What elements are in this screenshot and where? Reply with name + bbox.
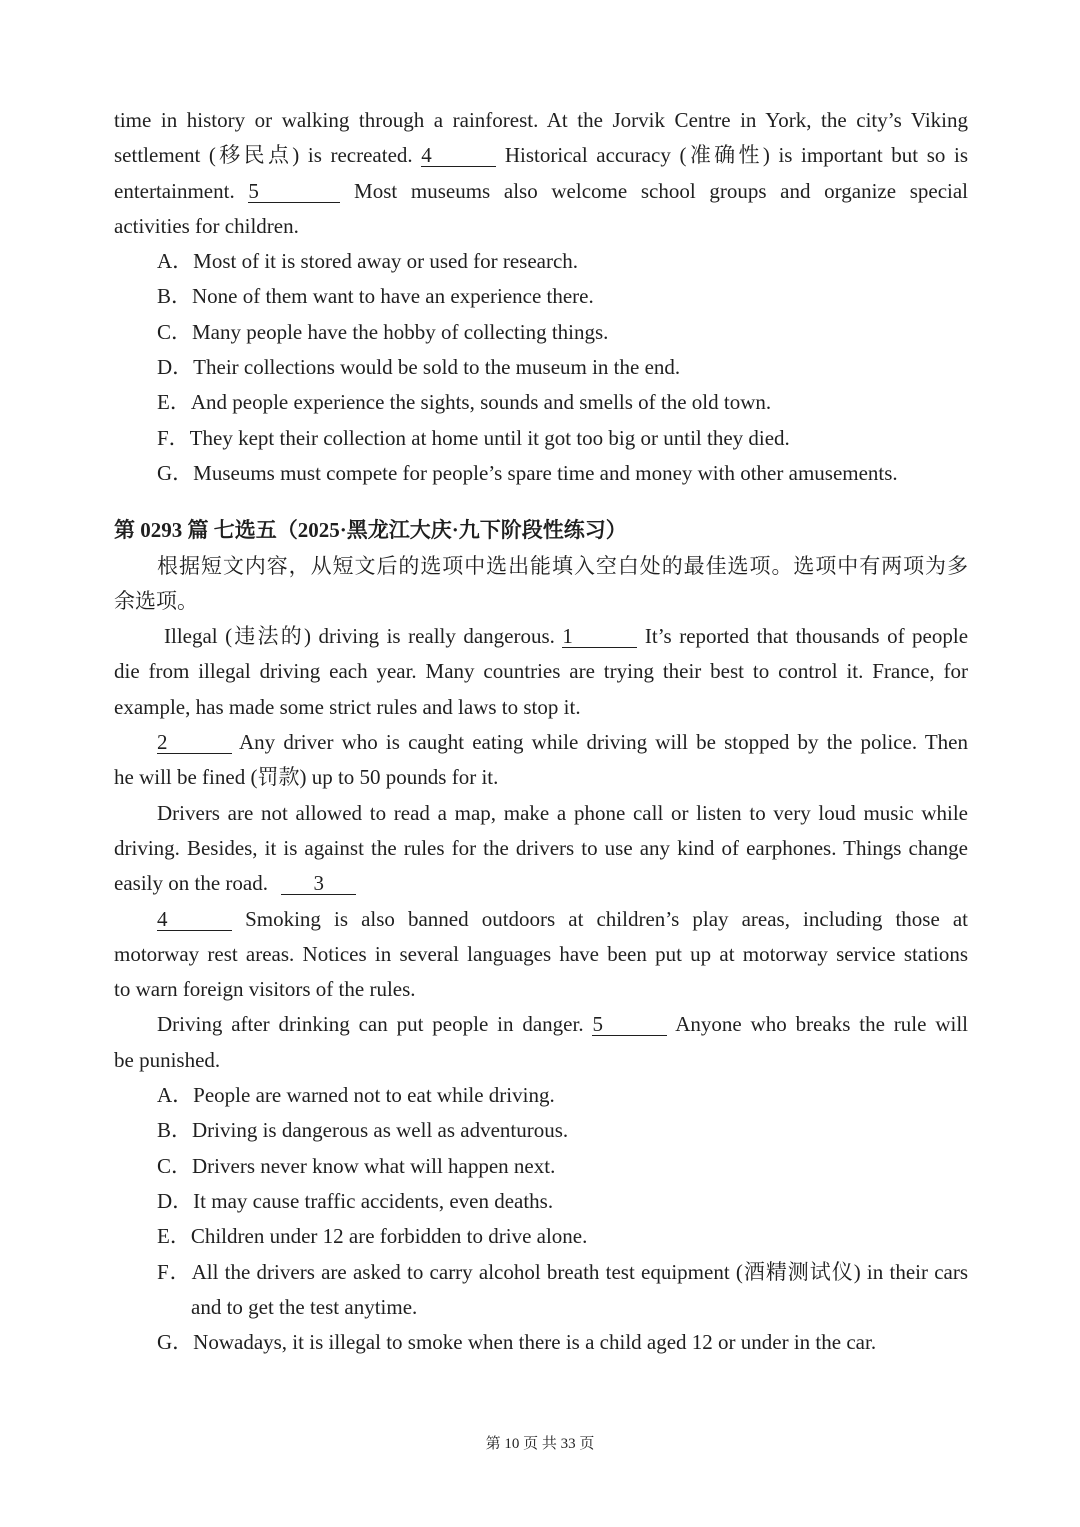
- blank-4: 4: [421, 144, 496, 167]
- text: settlement (移民点) is recreated.: [114, 143, 413, 168]
- option-a: A．People are warned not to eat while driving.: [157, 1083, 555, 1108]
- option-f: F．All the drivers are asked to carry alcohol breath test equipment (酒精测试仪) in their cars: [157, 1259, 968, 1284]
- instruction-line: 余选项。: [114, 588, 198, 613]
- option-prev-e: E．And people experience the sights, sounds and smells of the old town.: [157, 390, 772, 415]
- option-prev-c: C．Many people have the hobby of collecting things.: [157, 319, 609, 344]
- option-d: D．It may cause traffic accidents, even deaths.: [157, 1188, 554, 1213]
- blank-5: 5: [248, 180, 340, 203]
- passage-prev-line: activities for children.: [114, 213, 299, 238]
- page-footer: 第 10 页 共 33 页: [485, 1436, 595, 1452]
- option-b: B．Driving is dangerous as well as adventurous.: [157, 1118, 569, 1143]
- passage-prev-line: [114, 138, 968, 173]
- blank-1: 1: [562, 625, 637, 648]
- page-content: [114, 103, 968, 1360]
- text: Smoking is also banned outdoors at children’s play areas, including those at: [245, 906, 968, 931]
- option-prev-g: G．Museums must compete for people’s spare time and money with other amusements.: [157, 460, 898, 485]
- option-prev-d: D．Their collections would be sold to the museum in the end.: [157, 355, 681, 380]
- option-f-continued: and to get the test anytime.: [191, 1294, 418, 1319]
- option-c: C．Drivers never know what will happen next.: [157, 1153, 556, 1178]
- blank-2: 2: [157, 731, 232, 754]
- passage-line: Drivers are not allowed to read a map, make a phone call or listen to very loud music while: [157, 800, 968, 825]
- passage-line: [114, 866, 968, 901]
- option-prev-a: A．Most of it is stored away or used for research.: [157, 249, 579, 274]
- text: Anyone who breaks the rule will: [675, 1012, 968, 1037]
- text: Illegal (违法的) driving is really dangerous.: [164, 624, 555, 649]
- passage-line: [114, 902, 968, 937]
- blank-3: 3: [281, 872, 356, 895]
- section-heading: 第 0293 篇 七选五（2025·黑龙江大庆·九下阶段性练习）: [114, 518, 627, 543]
- passage-line: be punished.: [114, 1047, 221, 1072]
- option-prev-f: F．They kept their collection at home until it got too big or until they died.: [157, 425, 790, 450]
- passage-line: he will be fined (罚款) up to 50 pounds for it.: [114, 765, 499, 790]
- passage-line: to warn foreign visitors of the rules.: [114, 977, 416, 1002]
- option-prev-b: B．None of them want to have an experience there.: [157, 284, 594, 309]
- blank-4: 4: [157, 908, 232, 931]
- passage-line: example, has made some strict rules and laws to stop it.: [114, 694, 581, 719]
- text: It’s reported that thousands of people: [644, 624, 969, 649]
- text: Any driver who is caught eating while driving will be stopped by the police. Then: [239, 730, 969, 755]
- option-e: E．Children under 12 are forbidden to drive alone.: [157, 1224, 588, 1249]
- passage-line: motorway rest areas. Notices in several languages have been put up at motorway service stations: [114, 941, 968, 966]
- blank-5: 5: [592, 1013, 667, 1036]
- passage-line: [114, 1007, 968, 1042]
- passage-prev-line: time in history or walking through a rainforest. At the Jorvik Centre in York, the city’s Viking: [114, 108, 968, 132]
- passage-line: [114, 725, 968, 760]
- spacer: [114, 491, 968, 513]
- passage-prev-line: [114, 174, 968, 209]
- text: Driving after drinking can put people in danger.: [157, 1012, 584, 1037]
- passage-line: die from illegal driving each year. Many countries are trying their best to control it. France, for: [114, 659, 968, 684]
- option-g: G．Nowadays, it is illegal to smoke when there is a child aged 12 or under in the car.: [157, 1330, 877, 1355]
- text: entertainment.: [114, 178, 235, 203]
- passage-line: driving. Besides, it is against the rules for the drivers to use any kind of earphones. Things change: [114, 835, 968, 860]
- instruction-line: 根据短文内容，从短文后的选项中选出能填入空白处的最佳选项。选项中有两项为多: [157, 553, 968, 578]
- text: Most museums also welcome school groups and organize special: [354, 178, 969, 203]
- text: easily on the road.: [114, 871, 268, 896]
- passage-line: [114, 619, 968, 654]
- text: Historical accuracy (准确性) is important but so is: [504, 143, 969, 168]
